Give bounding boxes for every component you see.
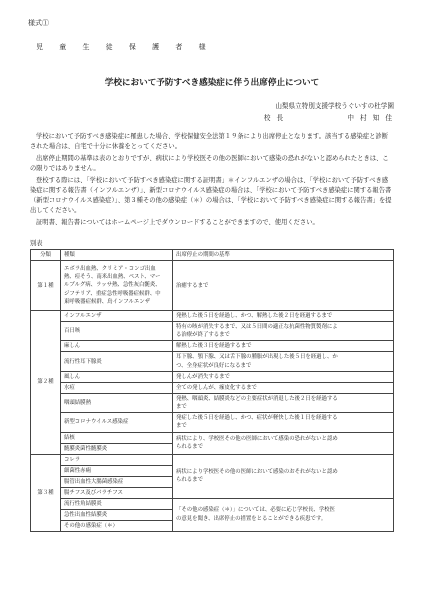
criterion-line: まで (176, 423, 187, 430)
table-row (31, 261, 394, 311)
criterion-line: 病状により、学校医その他の医師において感染の恐れがないと認め (176, 435, 338, 442)
criterion-line: 特有の咳が消失するまで、又は５日間の適正な抗菌性物質製剤によ (176, 324, 338, 330)
criterion-line: 病状により学校医その他の医師において感染のおそれがないと認め (176, 468, 338, 475)
criterion-line: つ、全身症状が良好になるまで (176, 362, 252, 369)
criterion-cell (173, 432, 394, 454)
disease-cell: 腸管出血性大腸菌感染症 (61, 476, 173, 487)
disease-cell: 百日咳 (61, 322, 173, 341)
disease-cell: 結核 (61, 432, 173, 443)
disease-cell: その他の感染症（＊） (61, 520, 173, 531)
form-number: 様式① (28, 19, 49, 27)
disease-line: ジフテリア、重症急性呼吸器症候群、中 (64, 290, 161, 297)
criterion-line: 発熱、咽頭炎、結膜炎などの主要症状が消退した後２日を経過する (176, 395, 338, 402)
table-row (31, 454, 394, 465)
table-row (31, 341, 394, 352)
criterion-line: 「その他の感染症（＊）」については、必要に応じ学校長、学校医 (176, 507, 335, 514)
criterion-line: 発症した後５日を経過し、かつ、症状が軽快した後１日を経過する (176, 415, 338, 422)
category-1-criterion: 治癒するまで (173, 261, 394, 311)
body-text (30, 132, 394, 230)
criterion-line: まで (176, 404, 187, 411)
table-row (31, 352, 394, 371)
school-name: 山梨県立特別支援学校うぐいすの杜学園 (275, 102, 394, 110)
disease-cell: 新型コロナウイルス感染症 (61, 413, 173, 432)
criterion-cell: 解熱した後３日を経過するまで (173, 341, 394, 352)
disease-cell: 細菌性赤痢 (61, 465, 173, 476)
criterion-cell (173, 413, 394, 432)
disease-cell: コレラ (61, 454, 173, 465)
disease-line: ルブルグ病、ラッサ熱、急性灰白髄炎、 (64, 282, 161, 289)
appendix-label: 別表 (30, 240, 43, 247)
disease-line: エボラ出血熱、クリミア・コンゴ出血 (64, 265, 156, 272)
disease-line: 東呼吸器症候群、鳥インフルエンザ (64, 298, 151, 305)
paragraph: 証明書、報告書についてはホームページ上でダウンロードすることができますので、使用ください。 (36, 219, 319, 226)
criterion-line: る治療が終了するまで (176, 332, 230, 339)
category-1-diseases (61, 261, 173, 311)
header-disease: 種類 (61, 250, 173, 261)
category-1-label: 第１種 (31, 261, 61, 311)
criterion-cell (173, 322, 394, 341)
header-criterion: 出席停止の期間の基準 (173, 250, 394, 261)
table-row (31, 311, 394, 322)
disease-cell: 水痘 (61, 382, 173, 393)
criterion-cell (173, 498, 394, 531)
criterion-cell: 全ての発しんが、痂皮化するまで (173, 382, 394, 393)
disease-cell: インフルエンザ (61, 311, 173, 322)
table-row (31, 413, 394, 432)
disease-cell: 流行性耳下腺炎 (61, 352, 173, 371)
criterion-line: られるまで (176, 477, 203, 484)
category-3-label: 第３種 (31, 454, 61, 531)
category-2-label: 第２種 (31, 311, 61, 455)
criterion-line: られるまで (176, 444, 203, 451)
disease-cell: 腸チフス及びパラチフス (61, 487, 173, 498)
disease-cell: 風しん (61, 371, 173, 382)
disease-cell: 咽頭結膜熱 (61, 393, 173, 412)
table-row (31, 393, 394, 412)
criterion-cell (173, 454, 394, 498)
disease-table (30, 249, 394, 532)
criterion-cell: 発しんが消失するまで (173, 371, 394, 382)
table-header-row (31, 250, 394, 261)
disease-cell: 急性出血性結膜炎 (61, 509, 173, 520)
table-row (31, 382, 394, 393)
header-category: 分類 (31, 250, 61, 261)
criterion-cell (173, 352, 394, 371)
criterion-line: 耳下腺、顎下腺、又は舌下腺の腫脹が出現した後５日を経過し、か (176, 354, 338, 361)
paragraph: 出席停止期間の基準は表のとおりですが、病状により学校医その他の医師において感染の恐れがないと認められたときは、この限りではありません。 (30, 155, 389, 172)
recipient-line: 児 童 生 徒 保 護 者 様 (36, 43, 213, 51)
table-row (31, 322, 394, 341)
principal-name: 中 村 知 佳 (347, 114, 394, 122)
principal-line (264, 112, 394, 122)
disease-cell: 麻しん (61, 341, 173, 352)
paragraph: 学校において予防すべき感染症に罹患した場合、学校保健安全法第１９条により出席停止となります。該当する感染症と診断された場合は、自宅で十分に休養をとってください。 (30, 133, 388, 150)
document-title: 学校において予防すべき感染症に伴う出席停止について (104, 78, 320, 88)
principal-title: 校 長 (263, 114, 286, 122)
disease-cell: 流行性角結膜炎 (61, 498, 173, 509)
criterion-line: の意見を聞き、出席停止の措置をとることができる疾患です。 (176, 515, 327, 522)
table-row (31, 498, 394, 509)
table-row (31, 371, 394, 382)
criterion-cell (173, 393, 394, 412)
disease-line: 熱、痘そう、南米出血熱、ペスト、マー (64, 274, 161, 281)
disease-cell: 髄膜炎菌性髄膜炎 (61, 443, 173, 454)
criterion-cell: 発熱した後５日を経過し、かつ、解熱した後２日を経過するまで (173, 311, 394, 322)
paragraph: 登校する際には、「学校において予防すべき感染症に関する証明書」＊インフルエンザの場合は、「学校において予防すべき感染症に関する報告書（インフルエンザ）」、新型コロナウイルス感染症の場合は、「学校において予防すべき感染症に関する報告書（新型コロナウイルス感染症）」、第３種その他の感染症（＊）の場合は、「学校において予防すべき感染症に関する報告書」を提出してください。 (30, 177, 392, 214)
table-row (31, 432, 394, 443)
